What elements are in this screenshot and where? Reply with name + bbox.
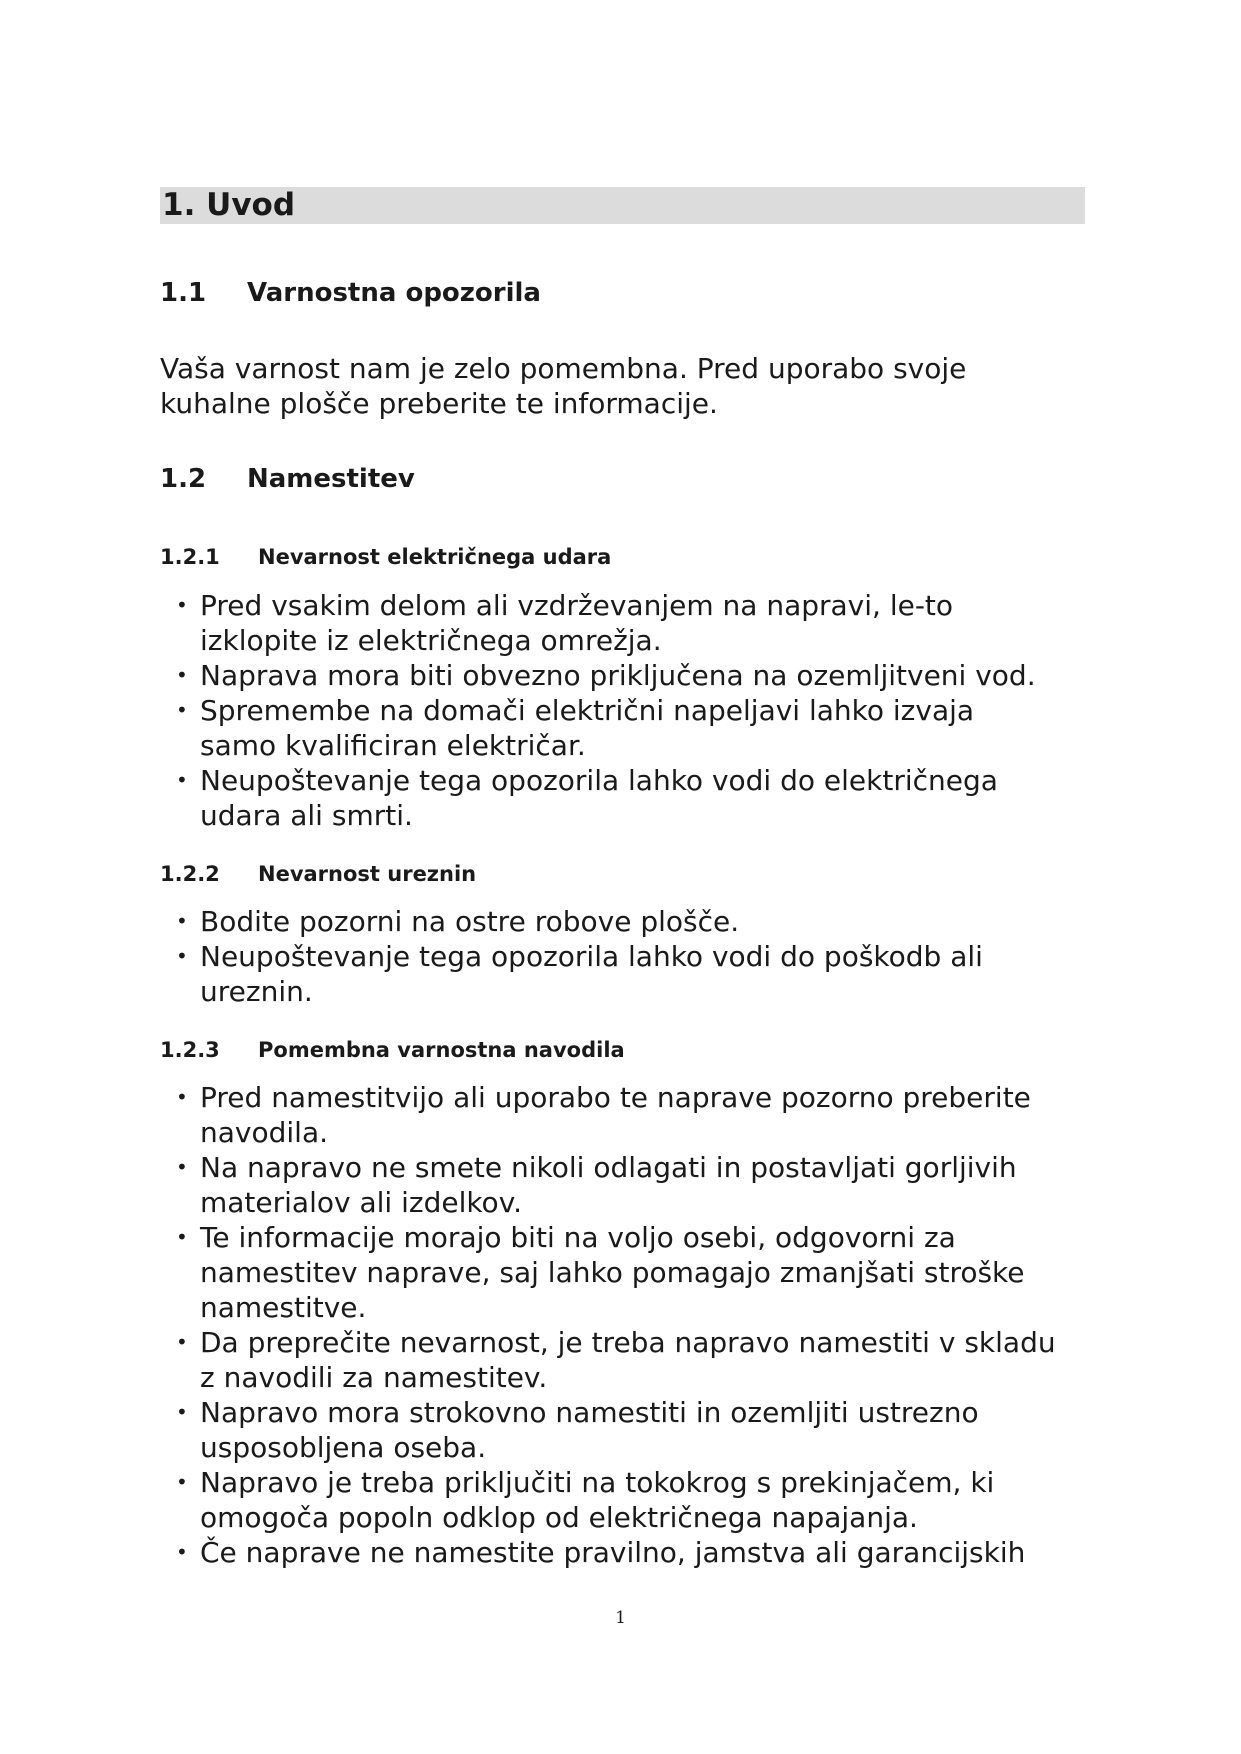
item-line: usposobljena oseba. — [200, 1431, 487, 1464]
item-line: Naprava mora biti obvezno priključena na ozemljitveni vod. — [200, 659, 1036, 692]
item-line: ureznin. — [200, 975, 313, 1008]
subheading-number: 1.2.1 — [160, 545, 220, 569]
bullet-icon: • — [176, 1540, 188, 1564]
item-line: namestitev naprave, saj lahko pomagajo zmanjšati stroške — [200, 1256, 1025, 1289]
item-line: materialov ali izdelkov. — [200, 1186, 522, 1219]
subheading-number: 1.2 — [160, 464, 207, 494]
subheading-title: Pomembna varnostna navodila — [258, 1038, 625, 1062]
item-line: Bodite pozorni na ostre robove plošče. — [200, 905, 740, 938]
item-line: Pred namestitvijo ali uporabo te naprave pozorno preberite — [200, 1081, 1031, 1114]
heading-number: 1. — [162, 187, 196, 223]
bullet-icon: • — [176, 1085, 188, 1109]
list-item — [158, 939, 1098, 1009]
item-line: Če naprave ne namestite pravilno, jamstva ali garancijskih — [200, 1536, 1026, 1569]
bullet-icon: • — [176, 1330, 188, 1354]
bullet-icon: • — [176, 1155, 188, 1179]
list-item — [158, 1080, 1098, 1150]
item-line: Na napravo ne smete nikoli odlagati in postavljati gorljivih — [200, 1151, 1017, 1184]
subheading-number: 1.2.3 — [160, 1038, 220, 1062]
list-item — [158, 588, 1098, 658]
item-line: izklopite iz električnega omrežja. — [200, 624, 662, 657]
paragraph-line: kuhalne plošče preberite te informacije. — [160, 387, 718, 420]
subheading-1-2 — [160, 464, 415, 494]
item-line: navodila. — [200, 1116, 328, 1149]
bullet-icon: • — [176, 768, 188, 792]
bullet-icon: • — [176, 663, 188, 687]
subheading-1-1 — [160, 278, 541, 308]
bullet-icon: • — [176, 593, 188, 617]
heading-title: Uvod — [206, 187, 296, 223]
list-item — [158, 904, 1098, 939]
item-line: samo kvalificiran električar. — [200, 729, 586, 762]
item-line: udara ali smrti. — [200, 799, 413, 832]
item-line: omogoča popoln odklop od električnega napajanja. — [200, 1501, 918, 1534]
list-item — [158, 1395, 1098, 1465]
bullet-icon: • — [176, 1225, 188, 1249]
list-item — [158, 1150, 1098, 1220]
item-line: namestitve. — [200, 1291, 367, 1324]
page-number: 1 — [615, 1608, 626, 1628]
item-line: z navodili za namestitev. — [200, 1361, 548, 1394]
bullet-icon: • — [176, 1400, 188, 1424]
bullet-list-cuts — [158, 904, 1098, 1009]
bullet-list-electric-shock — [158, 588, 1098, 833]
subheading-1-2-2 — [160, 862, 476, 886]
list-item — [158, 693, 1098, 763]
item-line: Napravo mora strokovno namestiti in ozemljiti ustrezno — [200, 1396, 979, 1429]
subheading-number: 1.1 — [160, 278, 207, 308]
list-item — [158, 1220, 1098, 1325]
list-item — [158, 1535, 1098, 1570]
subheading-title: Nevarnost električnega udara — [258, 545, 612, 569]
item-line: Napravo je treba priključiti na tokokrog s prekinjačem, ki — [200, 1466, 995, 1499]
paragraph-line: Vaša varnost nam je zelo pomembna. Pred uporabo svoje — [160, 352, 967, 385]
bullet-icon: • — [176, 698, 188, 722]
section-heading-uvod — [160, 187, 1085, 224]
subheading-1-2-3 — [160, 1038, 625, 1062]
subheading-1-2-1 — [160, 545, 611, 569]
item-line: Da preprečite nevarnost, je treba napravo namestiti v skladu — [200, 1326, 1056, 1359]
intro-paragraph — [160, 351, 966, 421]
list-item — [158, 1325, 1098, 1395]
list-item — [158, 1465, 1098, 1535]
bullet-icon: • — [176, 1470, 188, 1494]
list-item — [158, 763, 1098, 833]
item-line: Te informacije morajo biti na voljo osebi, odgovorni za — [200, 1221, 956, 1254]
subheading-title: Nevarnost ureznin — [258, 862, 477, 886]
item-line: Pred vsakim delom ali vzdrževanjem na napravi, le-to — [200, 589, 954, 622]
subheading-number: 1.2.2 — [160, 862, 220, 886]
subheading-title: Varnostna opozorila — [247, 278, 541, 308]
bullet-icon: • — [176, 944, 188, 968]
bullet-icon: • — [176, 909, 188, 933]
list-item — [158, 658, 1098, 693]
item-line: Neupoštevanje tega opozorila lahko vodi do poškodb ali — [200, 940, 983, 973]
item-line: Neupoštevanje tega opozorila lahko vodi do električnega — [200, 764, 998, 797]
subheading-title: Namestitev — [247, 464, 415, 494]
bullet-list-safety-instructions — [158, 1080, 1098, 1570]
item-line: Spremembe na domači električni napeljavi lahko izvaja — [200, 694, 975, 727]
